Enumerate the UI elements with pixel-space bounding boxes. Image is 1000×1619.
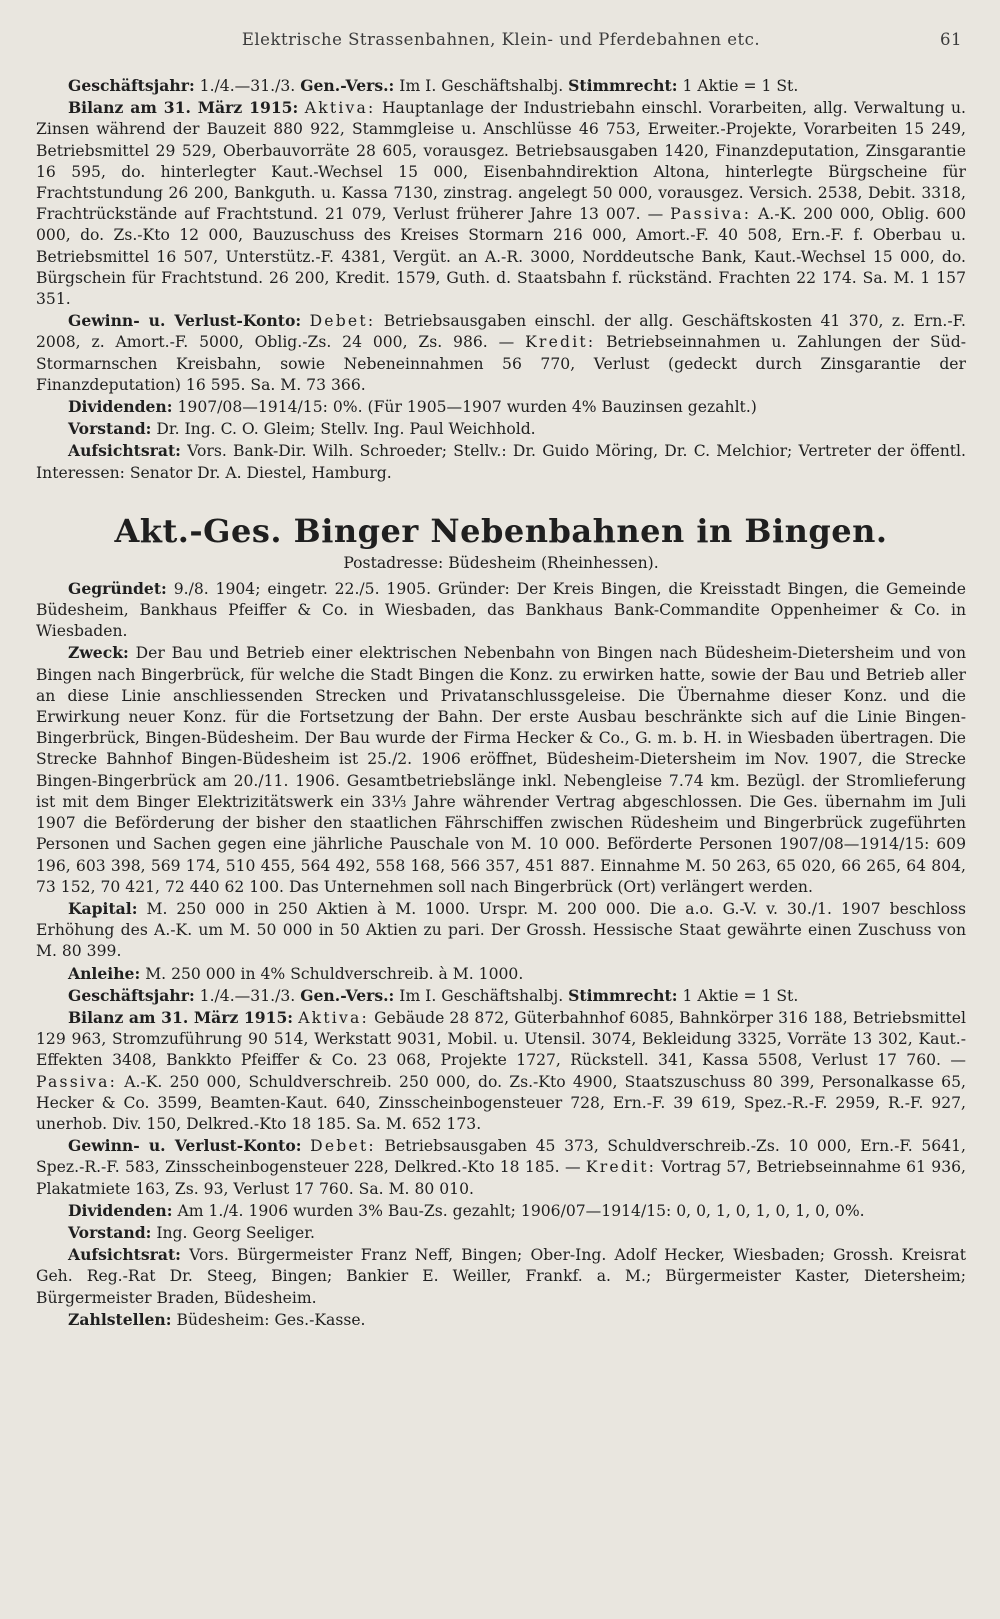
zweck-label: Zweck: <box>68 643 129 663</box>
gegruendet-paragraph <box>36 578 966 643</box>
prev-guv-label: Gewinn- u. Verlust-Konto: <box>68 311 302 331</box>
debet-label: Debet: <box>310 1137 376 1156</box>
prev-bilanz-paragraph <box>36 97 966 310</box>
prev-sr-text: 1 Aktie = 1 St. <box>682 77 799 95</box>
ar-text: Vors. Bürgermeister Franz Neff, Bingen; Ober-Ing. Adolf Hecker, Wiesbaden; Grossh. Kreisrat Geh. Reg.-Rat Dr. Steeg, Bingen; Bankier E. Weiller, Frankf. a. M.; Bürgermeister Kaster, Dietersheim; Bürgermeister Braden, Büdesheim. <box>36 1246 966 1307</box>
prev-meta-paragraph <box>36 75 966 97</box>
vorstand-label: Vorstand: <box>68 1222 152 1242</box>
gv-text: Im I. Geschäftshalbj. <box>399 986 564 1005</box>
kapital-label: Kapital: <box>68 898 138 918</box>
prev-bilanz-text: Hauptanlage der Industriebahn einschl. Vorarbeiten, allg. Verwaltung u. Zinsen während der Bauzeit 880 922, Stammgleise u. Anschlüsse 46 753, Erweiter.-Projekte, Vorarbeiten 15 249, Betriebsmittel 29 529, Oberbauvorräte 28 605, vorausgez. Betriebsausgaben 1420, Finanzdeputation, Zinsgarantie 16 595, do. hinterlegter Kaut.-Wechsel 15 000, Eisenbahndirektion Altona, hinterlegte Bürgscheine für Frachtstundung 26 200, Bankguth. u. Kassa 7130, zinstrag. angelegt 50 000, vorausgez. Versich. 2538, Debit. 3318, Frachtrückstände auf Frachtstund. 21 079, Verlust früherer Jahre 13 007. — <box>36 99 967 224</box>
prev-debet-label: Debet: <box>309 312 376 331</box>
kredit-text: Vortrag 57, Betriebseinnahme 61 936, Plakatmiete 163, Zs. 93, Verlust 17 760. Sa. M. 80 010. <box>36 1158 967 1198</box>
prev-ar-text: Vors. Bank-Dir. Wilh. Schroeder; Stellv.: Dr. Guido Möring, Dr. C. Melchior; Vertreter der öffentl. Interessen: Senator Dr. A. Diestel, Hamburg. <box>36 442 966 482</box>
running-title: Elektrische Strassenbahnen, Klein- und Pferdebahnen etc. <box>241 30 761 49</box>
prev-gv-text: Im I. Geschäftshalbj. <box>399 77 564 95</box>
gegruendet-label: Gegründet: <box>68 578 167 598</box>
gegruendet-text: 9./8. 1904; eingetr. 22./5. 1905. Gründer: Der Kreis Bingen, die Kreisstadt Bingen, die Gemeinde Büdesheim, Bankhaus Pfeiffer & Co. in Wiesbaden, das Bankhaus Bank-Commandite Oppenheimer & Co. in Wiesbaden. <box>36 579 966 641</box>
prev-kredit-label: Kredit: <box>525 333 596 352</box>
guv-label: Gewinn- u. Verlust-Konto: <box>68 1136 302 1156</box>
zweck-text: Der Bau und Betrieb einer elektrischen Nebenbahn von Bingen nach Büdesheim-Dietersheim und von Bingen nach Bingerbrück, für welche die Stadt Bingen die Konz. zu erwirken hatte, sowie der Bau und Betrieb aller an diese Linie anschliessenden Strecken und Privatanschlussgeleise. Die Übernahme dieser Konz. und die Erwirkung neuer Konz. für die Fortsetzung der Bahn. Der erste Ausbau beschränkte sich auf die Linie Bingen-Bingerbrück, Bingen-Büdesheim. Der Bau wurde der Firma Hecker & Co., G. m. b. H. in Wiesbaden übertragen. Die Strecke Bahnhof Bingen-Büdesheim ist 25./2. 1906 eröffnet, Büdesheim-Dietersheim im Nov. 1907, die Strecke Bingen-Bingerbrück am 20./11. 1906. Gesamtbetriebslänge inkl. Nebengleise 7.74 km. Bezügl. der Stromlieferung ist mit dem Binger Elektrizitätswerk ein 33⅓ Jahre währender Vertrag abgeschlossen. Die Ges. übernahm im Juli 1907 die Beförderung der bisher den staatlichen Fährschiffen zwischen Rüdesheim und Bingerbrück zugeführten Personen und Sachen gegen eine jährliche Pauschale von M. 10 000. Beförderte Personen 1907/08—1914/15: 609 196, 603 398, 569 174, 510 455, 564 492, 558 168, 566 357, 451 887. Einnahme M. 50 263, 65 020, 66 265, 64 804, 73 152, 70 421, 72 440 62 100. Das Unternehmen soll nach Bingerbrück (Ort) verlängert werden. <box>36 644 966 896</box>
binger-company-section <box>36 512 966 1331</box>
passiva-label: Passiva: <box>36 1072 118 1091</box>
kapital-paragraph <box>36 898 966 963</box>
vorstand-text: Ing. Georg Seeliger. <box>156 1223 315 1242</box>
gj-text: 1./4.—31./3. <box>199 986 296 1005</box>
guv-text: Betriebsausgaben 45 373, Schuldverschreib.-Zs. 10 000, Ern.-F. 5641, Spez.-R.-F. 583, Zinsscheinbogensteuer 228, Delkred.-Kto 18 185. — <box>36 1137 966 1177</box>
bilanz-text: Gebäude 28 872, Güterbahnhof 6085, Bahnkörper 316 188, Betriebsmittel 129 963, Stromzuführung 90 514, Werkstatt 9031, Mobil. u. Utensil. 3074, Bekleidung 3325, Vorräte 13 302, Kaut.-Effekten 3408, Bankkto Pfeiffer & Co. 23 068, Projekte 1727, Rückstell. 341, Kassa 5508, Verlust 17 760. — <box>36 1008 966 1070</box>
previous-company-section <box>36 75 966 484</box>
prev-vorstand-paragraph <box>36 418 966 440</box>
prev-ar-label: Aufsichtsrat: <box>68 441 181 461</box>
prev-gv-label: Gen.-Vers.: <box>300 76 395 95</box>
zahlstellen-paragraph <box>36 1309 966 1331</box>
kapital-text: M. 250 000 in 250 Aktien à M. 1000. Urspr. M. 200 000. Die a.o. G.-V. v. 30./1. 1907 beschloss Erhöhung des A.-K. um M. 50 000 in 50 Aktien zu pari. Der Grossh. Hessische Staat gewährte einen Zuschuss von M. 80 399. <box>36 899 966 961</box>
vorstand-paragraph <box>36 1222 966 1244</box>
prev-vorstand-label: Vorstand: <box>68 419 152 439</box>
gj-label: Geschäftsjahr: <box>68 985 195 1005</box>
bilanz-paragraph <box>36 1007 966 1135</box>
passiva-text: A.-K. 250 000, Schuldverschreib. 250 000, do. Zs.-Kto 4900, Staatszuschuss 80 399, Personalkasse 65, Hecker & Co. 3599, Beamten-Kaut. 640, Zinsscheinbogensteuer 728, Ern.-F. 39 619, Spez.-R.-F. 2959, R.-F. 927, unerhob. Div. 150, Delkred.-Kto 18 185. Sa. M. 652 173. <box>36 1072 966 1133</box>
prev-div-label: Dividenden: <box>68 397 173 417</box>
prev-vorstand-text: Dr. Ing. C. O. Gleim; Stellv. Ing. Paul Weichhold. <box>156 420 536 439</box>
prev-gj-label: Geschäftsjahr: <box>68 76 195 95</box>
page-number: 61 <box>940 30 962 49</box>
div-paragraph <box>36 1200 966 1222</box>
prev-gj-text: 1./4.—31./3. <box>199 77 296 95</box>
prev-bilanz-label: Bilanz am 31. März 1915: <box>68 98 299 118</box>
anleihe-paragraph <box>36 963 966 985</box>
prev-passiva-label: Passiva: <box>670 205 752 224</box>
company-title: Akt.-Ges. Binger Nebenbahnen in Bingen. <box>114 511 888 550</box>
aktiva-label: Aktiva: <box>298 1008 369 1027</box>
anleihe-text: M. 250 000 in 4% Schuldverschreib. à M. 1000. <box>145 964 524 983</box>
prev-passiva-text: A.-K. 200 000, Oblig. 600 000, do. Zs.-Kto 12 000, Bauzuschuss des Kreises Stormarn 216 000, Amort.-F. 40 508, Ern.-F. f. Oberbau u. Betriebsmittel 16 507, Unterstütz.-F. 4381, Vergüt. an A.-R. 3000, Norddeutsche Bank, Kaut.-Wechsel 15 000, do. Bürgschein für Frachtstund. 26 200, Kredit. 1579, Guth. d. Staatsbahn f. rückständ. Frachten 22 174. Sa. M. 1 157 351. <box>36 205 966 309</box>
prev-div-paragraph <box>36 396 966 418</box>
company-address: Postadresse: Büdesheim (Rheinhessen). <box>343 553 659 572</box>
kredit-label: Kredit: <box>585 1158 657 1177</box>
zweck-paragraph <box>36 642 966 897</box>
prev-guv-text: Betriebsausgaben einschl. der allg. Geschäftskosten 41 370, z. Ern.-F. 2008, z. Amort.-F. 5000, Oblig.-Zs. 24 000, Zs. 986. — <box>36 312 966 352</box>
prev-kredit-text: Betriebseinnahmen u. Zahlungen der Süd-Stormarnschen Kreisbahn, sowie Nebeneinnahmen 56 770, Verlust (gedeckt durch Zinsgarantie der Finanzdeputation) 16 595. Sa. M. 73 366. <box>36 333 967 394</box>
guv-paragraph <box>36 1135 966 1200</box>
gv-label: Gen.-Vers.: <box>300 985 395 1005</box>
ar-paragraph <box>36 1244 966 1309</box>
ar-label: Aufsichtsrat: <box>68 1245 181 1265</box>
anleihe-label: Anleihe: <box>68 963 141 983</box>
prev-guv-paragraph <box>36 310 966 396</box>
div-label: Dividenden: <box>68 1200 173 1220</box>
sr-label: Stimmrecht: <box>568 985 678 1005</box>
zahlstellen-label: Zahlstellen: <box>68 1309 172 1329</box>
prev-aktiva-label: Aktiva: <box>304 99 376 118</box>
sr-text: 1 Aktie = 1 St. <box>682 986 799 1005</box>
bilanz-label: Bilanz am 31. März 1915: <box>68 1007 294 1027</box>
meta-paragraph <box>36 985 966 1007</box>
prev-sr-label: Stimmrecht: <box>568 76 678 95</box>
prev-div-text: 1907/08—1914/15: 0%. (Für 1905—1907 wurden 4% Bauzinsen gezahlt.) <box>177 398 757 417</box>
div-text: Am 1./4. 1906 wurden 3% Bau-Zs. gezahlt; 1906/07—1914/15: 0, 0, 1, 0, 1, 0, 1, 0, 0%. <box>177 1201 865 1220</box>
running-header <box>36 30 966 49</box>
prev-ar-paragraph <box>36 440 966 483</box>
zahlstellen-text: Büdesheim: Ges.-Kasse. <box>176 1310 366 1329</box>
